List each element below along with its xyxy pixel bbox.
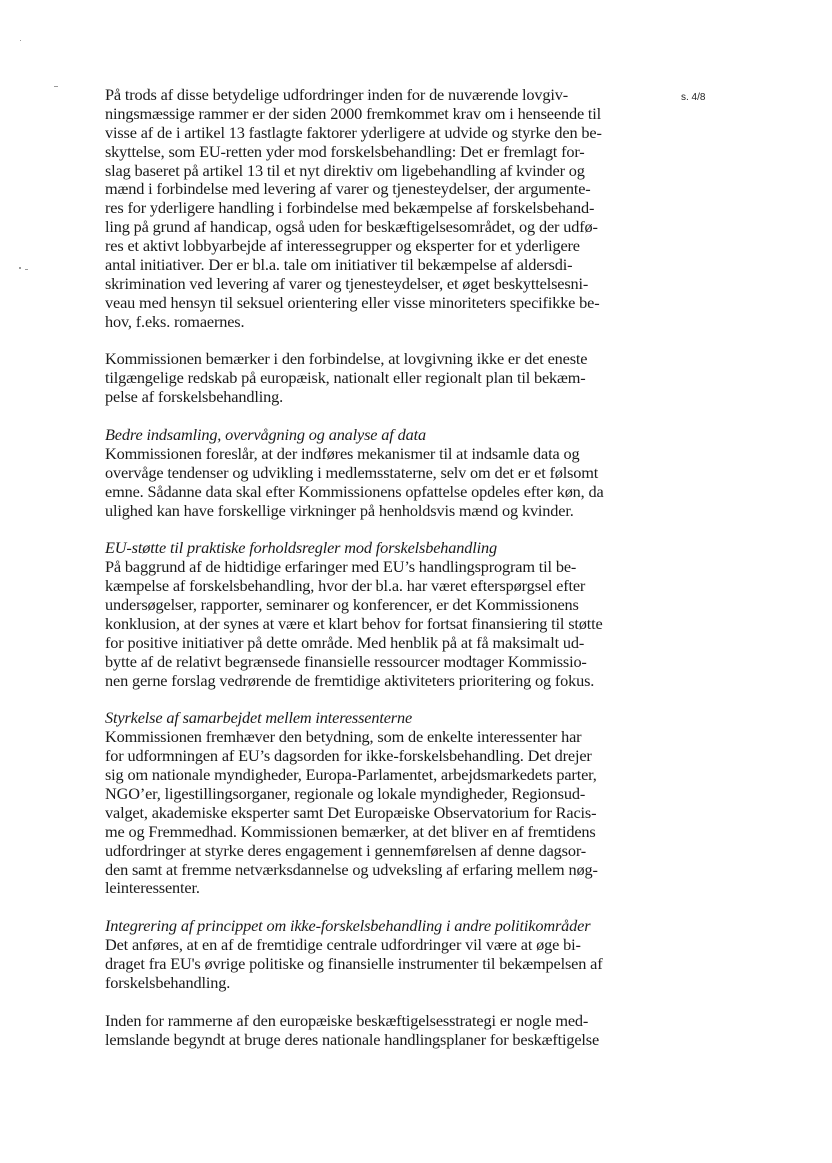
text-line: NGO’er, ligestillingsorganer, regionale og lokale myndigheder, Regionsud- <box>105 783 586 803</box>
section <box>105 709 635 898</box>
page-number: s. 4/8 <box>681 92 706 103</box>
text-line: for positive initiativer på dette område. Med henblik på at få maksimalt ud- <box>105 632 585 652</box>
section <box>105 917 635 993</box>
section-heading <box>105 917 635 936</box>
section-heading-text: Integrering af princippet om ikke-forskelsbehandling i andre politikområder <box>105 916 591 936</box>
scan-speck <box>54 86 58 87</box>
text-line: undersøgelser, rapporter, seminarer og konferencer, er det Kommissionens <box>105 595 579 615</box>
text-line: forskelsbehandling. <box>105 972 231 992</box>
text-line: Det anføres, at en af de fremtidige centrale udfordringer vil være at øge bi- <box>105 935 581 955</box>
text-line: kæmpelse af forskelsbehandling, hvor der bl.a. har været efterspørgsel efter <box>105 576 586 596</box>
text-line: Inden for rammerne af den europæiske beskæftigelsesstrategi er nogle med- <box>105 1010 589 1030</box>
text-line: me og Fremmedhad. Kommissionen bemærker, at det bliver en af fremtidens <box>105 821 596 841</box>
text-line: valget, akademiske eksperter samt Det Europæiske Observatorium for Racis- <box>105 802 597 822</box>
section-heading-text: Styrkelse af samarbejdet mellem interessenterne <box>105 708 413 728</box>
text-line: udfordringer at styrke deres engagement i gennemførelsen af denne dagsor- <box>105 840 587 860</box>
text-line: den samt at fremme netværksdannelse og udveksling af erfaring mellem nøg- <box>105 859 598 879</box>
document-body <box>105 86 635 1068</box>
text-line: nen gerne forslag vedrørende de fremtidige aktiviteters prioritering og fokus. <box>105 670 595 690</box>
section-heading <box>105 709 635 728</box>
text-line: ling på grund af handicap, også uden for beskæftigelsesområdet, og der udfø- <box>105 217 598 237</box>
scan-speck <box>25 269 28 270</box>
text-line: overvåge tendenser og udvikling i medlemsstaterne, selv om det er et følsomt <box>105 462 599 482</box>
text-line: mænd i forbindelse med levering af varer og tjenesteydelser, der argumente- <box>105 179 591 199</box>
text-line: Kommissionen fremhæver den betydning, som de enkelte interessenter har <box>105 727 582 747</box>
text-line: konklusion, at der synes at være et klart behov for fortsat finansiering til støtte <box>105 613 603 633</box>
paragraph <box>105 86 635 332</box>
text-line: pelse af forskelsbehandling. <box>105 387 284 407</box>
text-line: lemslande begyndt at bruge deres nationale handlingsplaner for beskæftigelse <box>105 1029 600 1049</box>
scan-speck <box>20 40 21 41</box>
text-line: bytte af de relativt begrænsede finansielle ressourcer modtager Kommissio- <box>105 651 587 671</box>
scan-speck <box>19 267 21 269</box>
text-line: skrimination ved levering af varer og tjenesteydelser, et øget beskyttelsesni- <box>105 273 589 293</box>
text-line: res et aktivt lobbyarbejde af interessegrupper og eksperter for et yderligere <box>105 236 580 256</box>
text-line: veau med hensyn til seksuel orientering eller visse minoriteters specifikke be- <box>105 292 600 312</box>
section-heading <box>105 539 635 558</box>
section <box>105 426 635 520</box>
text-line: På trods af disse betydelige udfordringer inden for de nuværende lovgiv- <box>105 85 569 104</box>
text-line: res for yderligere handling i forbindelse med bekæmpelse af forskelsbehand- <box>105 198 595 218</box>
text-line: Kommissionen bemærker i den forbindelse, at lovgivning ikke er det eneste <box>105 349 588 369</box>
text-line: draget fra EU's øvrige politiske og finansielle instrumenter til bekæmpelsen af <box>105 953 603 973</box>
paragraph <box>105 1012 635 1050</box>
section <box>105 539 635 690</box>
text-line: ningsmæssige rammer er der siden 2000 fremkommet krav om i henseende til <box>105 103 602 123</box>
text-line: tilgængelige redskab på europæisk, nationalt eller regionalt plan til bekæm- <box>105 368 586 388</box>
text-line: skyttelse, som EU-retten yder mod forskelsbehandling: Det er fremlagt for- <box>105 141 585 161</box>
section-heading-text: Bedre indsamling, overvågning og analyse af data <box>105 425 426 445</box>
text-line: visse af de i artikel 13 fastlagte faktorer yderligere at udvide og styrke den be- <box>105 122 602 142</box>
text-line: hov, f.eks. romaernes. <box>105 311 245 331</box>
text-line: ulighed kan have forskellige virkninger på henholdsvis mænd og kvinder. <box>105 500 574 520</box>
text-line: På baggrund af de hidtidige erfaringer med EU’s handlingsprogram til be- <box>105 557 577 577</box>
text-line: leinteressenter. <box>105 878 200 898</box>
text-line: for udformningen af EU’s dagsorden for ikke-forskelsbehandling. Det drejer <box>105 746 592 766</box>
text-line: slag baseret på artikel 13 til et nyt direktiv om ligebehandling af kvinder og <box>105 160 585 180</box>
section-heading-text: EU-støtte til praktiske forholdsregler mod forskelsbehandling <box>105 538 497 558</box>
section-heading <box>105 426 635 445</box>
paragraph <box>105 350 635 407</box>
text-line: sig om nationale myndigheder, Europa-Parlamentet, arbejdsmarkedets parter, <box>105 765 597 785</box>
text-line: Kommissionen foreslår, at der indføres mekanismer til at indsamle data og <box>105 443 580 463</box>
text-line: antal initiativer. Der er bl.a. tale om initiativer til bekæmpelse af aldersdi- <box>105 255 573 275</box>
text-line: emne. Sådanne data skal efter Kommissionens opfattelse opdeles efter køn, da <box>105 481 604 501</box>
